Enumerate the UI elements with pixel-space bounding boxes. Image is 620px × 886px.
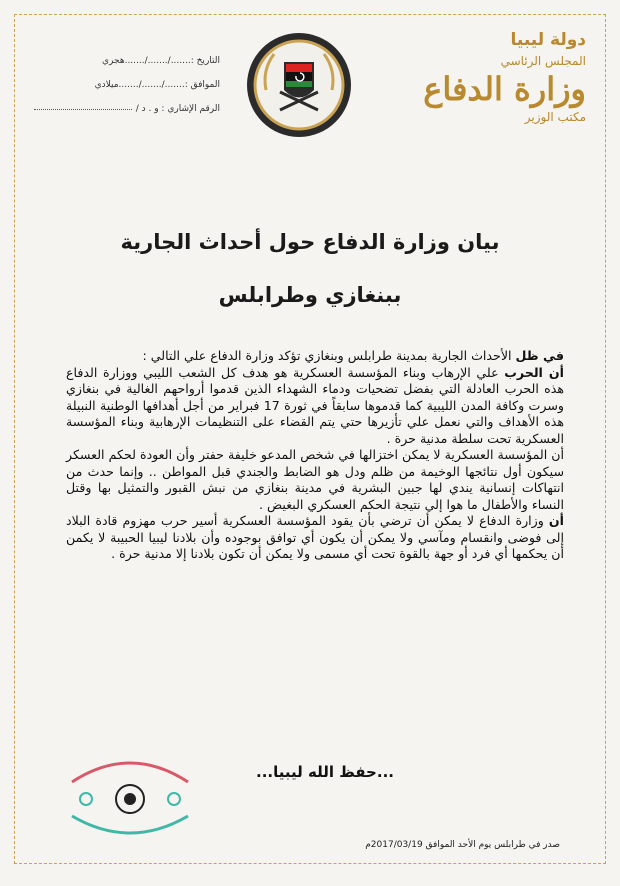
reference-number-row (30, 100, 220, 118)
paragraph-text: أن المؤسسة العسكرية لا يمكن اختزالها في شخص المدعو خليفة حفتر وأن العودة لحكم العسكر سيكون أول نتائجها الوخيمة من ظلم ودل هو الضابط والجندي قبل المواطن .. وإنما حدث من انتهاكات إنسانية يندي لها جبين البشرية في مدينة بنغازي من نبش القبور والتمثيل بها وقتل النساء والأطفال ما هوا إلي نتيجة الحكم العسكري البغيض . (66, 447, 564, 512)
paragraph (66, 348, 564, 365)
issue-footer: صدر في طرابلس يوم الأحد الموافق 2017/03/19م (365, 840, 560, 850)
date-label: التاريخ : (190, 56, 220, 66)
paragraph-text: الأحداث الجارية بمدينة طرابلس وبنغازي تؤكد وزارة الدفاع علي التالي : (142, 348, 516, 363)
statement-title: بيان وزارة الدفاع حول أحداث الجارية (120, 230, 500, 254)
statement-subtitle: ببنغازي وطرابلس (218, 283, 402, 307)
date-hijri-row (30, 52, 220, 70)
date-value: ......./......./....... (124, 56, 191, 66)
meta-fields (30, 52, 220, 124)
ministry-name: وزارة الدفاع (423, 70, 586, 108)
paragraph-lead: أن الحرب (504, 364, 564, 380)
reference-dots (34, 108, 132, 110)
paragraph (66, 447, 564, 513)
paragraph (66, 513, 564, 563)
gregorian-suffix: ميلادي (94, 80, 119, 90)
corresponding-value: ......./......./....... (118, 80, 185, 90)
paragraph-lead: في ظل (515, 348, 564, 363)
reference-label: الرقم الإشاري : و . د / (135, 104, 220, 114)
corresponding-label: الموافق : (184, 80, 220, 90)
letterhead (416, 30, 586, 124)
date-gregorian-row (30, 76, 220, 94)
paragraph-text: علي الإرهاب وبناء المؤسسة العسكرية هو هدف كل الشعب الليبي ووزارة الدفاع هذه الحرب العادلة التي بفضل تضحيات ودماء الشهداء الذين قدموا أرواحهم الغالية في بنغازي وسرت وكافة المدن الليبية كما قدموها سابقاً في ثورة 17 فبراير من أجل أهدافها الوطنية النبيلة هذه الأهداف والتي نعمل علي تأزيرها حتي يتم القضاء على التنظيمات الإرهابية وبناء المؤسسة العسكرية تحت سلطة مدنية حرة . (66, 364, 564, 446)
paragraph (66, 365, 564, 448)
paragraph-lead: أن (548, 513, 564, 528)
paragraph-text: وزارة الدفاع لا يمكن أن ترضي بأن يقود المؤسسة العسكرية أسير حرب مهزوم قادة البلاد إلى فوضى وانقسام ومآسي ولا يمكن أن يكون أي توافق بوجوده وأن بلادنا ليبيا الحبيبة لا يكمن أن يحكمها أي فرد أو جهة بالقوة تحت أي مسمى ولا يمكن أن تكون بلادنا إلا مدنية حرة . (66, 513, 564, 561)
ministry-emblem-icon (244, 30, 354, 140)
office-name: مكتب الوزير (524, 110, 586, 124)
hijri-suffix: هجري (102, 56, 125, 66)
statement-body (66, 348, 564, 563)
council-name: المجلس الرئاسي (500, 54, 586, 68)
state-name: دولة ليبيا (510, 30, 586, 50)
official-stamp-icon (60, 742, 200, 852)
closing-phrase: ...حفظ الله ليبيا... (256, 763, 394, 781)
